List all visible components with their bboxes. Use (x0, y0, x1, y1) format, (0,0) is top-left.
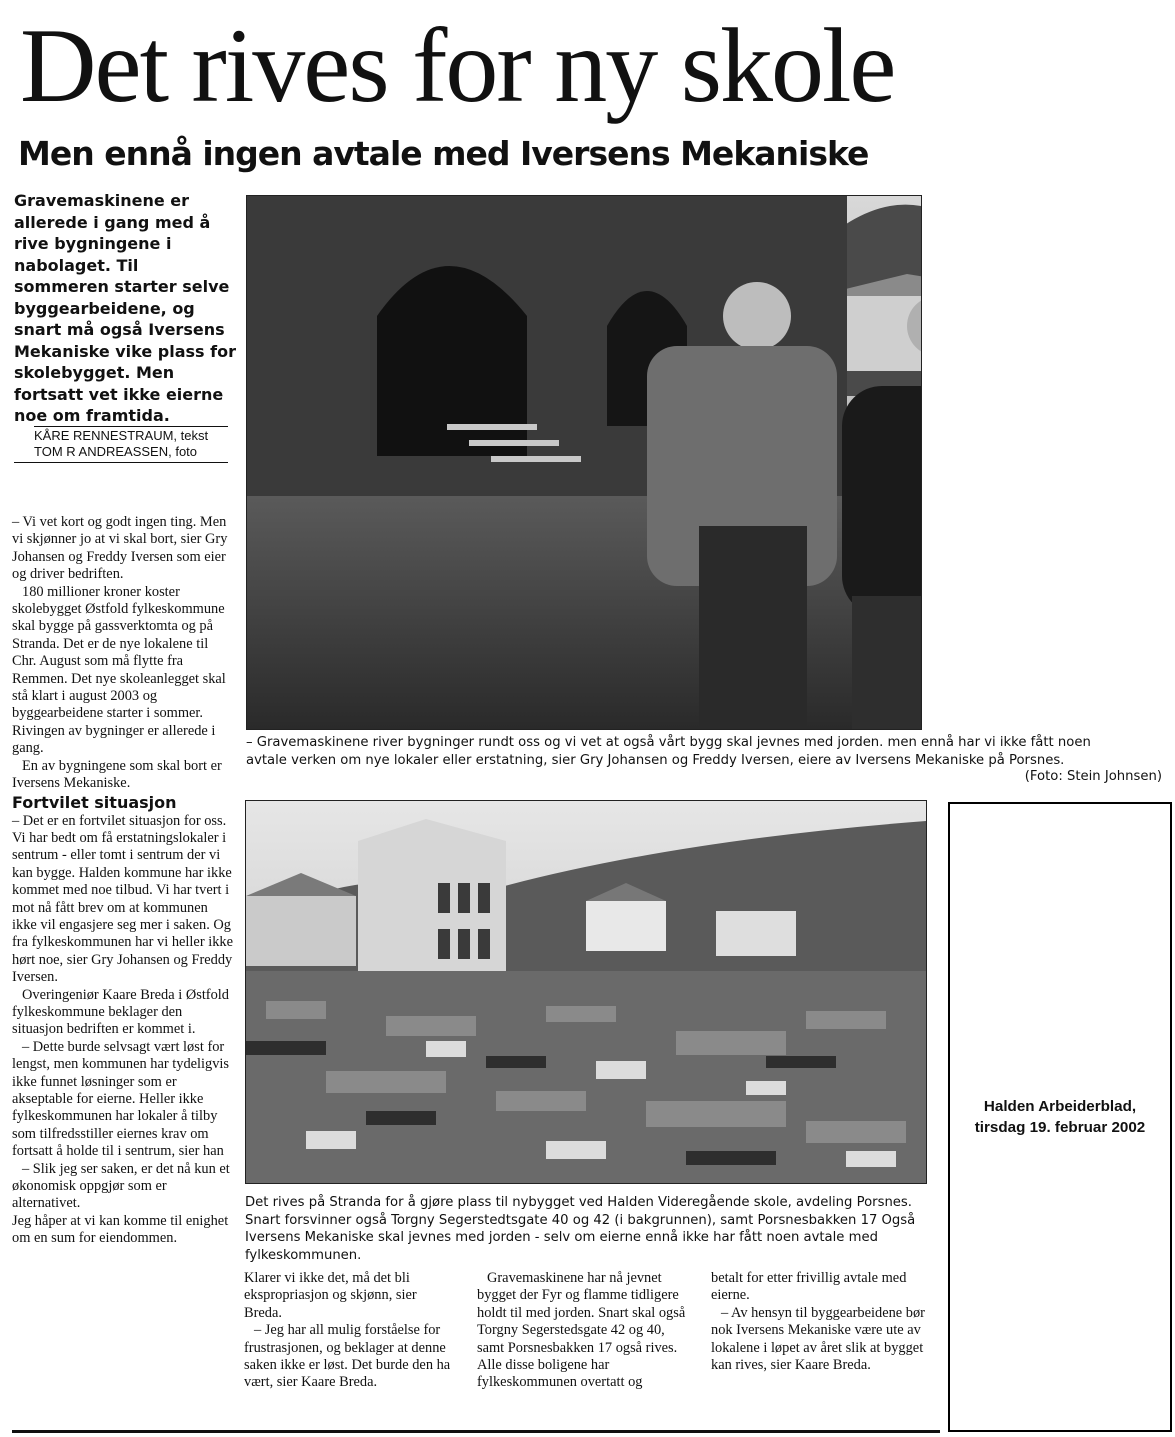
source-label (950, 1096, 1170, 1138)
body-column-2 (244, 1270, 454, 1392)
source-date: tirsdag 19. februar 2002 (974, 1119, 1146, 1136)
photo-owners (246, 195, 922, 730)
body-column-4 (711, 1270, 925, 1374)
body-paragraph: – Av hensyn til byggearbeidene bør nok Iversens Mekaniske være ute av lokalene i løpet av året slik at bygget kan rives, sier Kaare Breda. (711, 1304, 925, 1374)
byline-rule-bottom (14, 462, 228, 463)
byline-rule-top (34, 426, 228, 427)
body-column-left (12, 514, 234, 1248)
body-paragraph: Klarer vi ikke det, må det bli ekspropriasjon og skjønn, sier Breda. (244, 1270, 417, 1321)
byline-text: KÅRE RENNESTRAUM, tekst (34, 428, 209, 443)
body-paragraph: – Jeg har all mulig forståelse for frustrasjonen, og beklager at denne saken ikke er løst. Det burde den ha vært, sier Kaare Breda. (244, 1322, 451, 1391)
body-column-3 (477, 1270, 689, 1392)
byline-photo: TOM R ANDREASSEN, foto (34, 444, 198, 459)
body-paragraph: – Dette burde selvsagt vært løst for lengst, men kommunen har tydeligvis ikke funnet løsninger som er akseptable for eierne. Heller ikke fylkeskommunen har lokaler å tilby som tilfredsstiller eiernes krav om fortsatt å holde til i sentrum, sier han (12, 1038, 230, 1160)
source-publication: Halden Arbeiderblad, (983, 1098, 1137, 1115)
body-paragraph: – Vi vet kort og godt ingen ting. Men vi skjønner jo at vi skal bort, sier Gry Johansen og Freddy Iversen som eier og driver bedriften. (12, 514, 228, 583)
section-subtitle: Fortvilet situasjon (12, 792, 177, 812)
bottom-rule (12, 1430, 940, 1433)
body-paragraph: betalt for etter frivillig avtale med eierne. (711, 1270, 907, 1304)
photo-owners-caption: – Gravemaskinene river bygninger rundt oss og vi vet at også vårt bygg skal jevnes med jorden. men ennå har vi ikke fått noen avtale verken om nye lokaler eller erstatning, sier Gry Johansen og Freddy Iversen, eiere av Iversens Mekaniske på Porsnes. (246, 735, 1091, 768)
photo-owners-image (247, 196, 921, 729)
body-paragraph: En av bygningene som skal bort er Iversens Mekaniske. (12, 757, 222, 792)
body-paragraph: 180 millioner kroner koster skolebygget Østfold fylkeskommune skal bygge på gassverktomta og på Stranda. Det er de nye lokalene til Chr. August som må flytte fra Remmen. Det nye skoleanlegget skal stå klart i august 2003 og byggearbeidene starter i sommer. Rivingen av bygninger er allerede i gang. (12, 583, 226, 757)
subheadline: Men ennå ingen avtale med Iversens Mekaniske (18, 134, 869, 173)
body-paragraph: Gravemaskinene har nå jevnet bygget der Fyr og flamme tidligere holdt til med jorden. Snart skal også Torgny Segerstedsgate 42 og 40, samt Porsnesbakken 17 også rives. Alle disse boligene har fylkeskommunen overtatt og (477, 1270, 686, 1391)
headline: Det rives for ny skole (20, 7, 895, 124)
body-paragraph: Overingeniør Kaare Breda i Østfold fylkeskommune beklager den situasjon bedriften er kommet i. (12, 986, 229, 1038)
photo-owners-credit: (Foto: Stein Johnsen) (1024, 769, 1162, 784)
body-paragraph: Jeg håper at vi kan komme til enighet om en sum for eiendommen. (12, 1212, 229, 1247)
photo-demolition-caption: Det rives på Stranda for å gjøre plass til nybygget ved Halden Videregående skole, avdeling Porsnes. Snart forsvinner også Torgny Segerstedtsgate 40 og 42 (i bakgrunnen), samt Porsnesbakken 17 Også Iversens Mekaniske skal jevnes med jorden - selv om eierne ennå ikke har fått noen avtale med fylkeskommunen. (245, 1195, 916, 1263)
photo-demolition (245, 800, 927, 1184)
body-paragraph: – Slik jeg ser saken, er det nå kun et økonomisk oppgjør som er alternativet. (12, 1160, 230, 1212)
lead-paragraph: Gravemaskinene er allerede i gang med å rive bygningene i nabolaget. Til sommeren starter selve byggearbeidene, og snart må også Iversens Mekaniske vike plass for skolebygget. Men fortsatt vet ikke eierne noe om framtida. (14, 191, 236, 425)
photo-demolition-image (246, 801, 926, 1183)
body-paragraph: – Det er en fortvilet situasjon for oss. Vi har bedt om få erstatningslokaler i sentrum - eller tomt i sentrum der vi kan bygge. Halden kommune har ikke kommet med noe tilbud. Vi har tvert i mot nå fått brev om at kommunen ikke vil engasjere seg mer i saken. Og fra fylkeskommunen har vi heller ikke hørt noe, sier Gry Johansen og Freddy Iversen. (12, 812, 233, 986)
